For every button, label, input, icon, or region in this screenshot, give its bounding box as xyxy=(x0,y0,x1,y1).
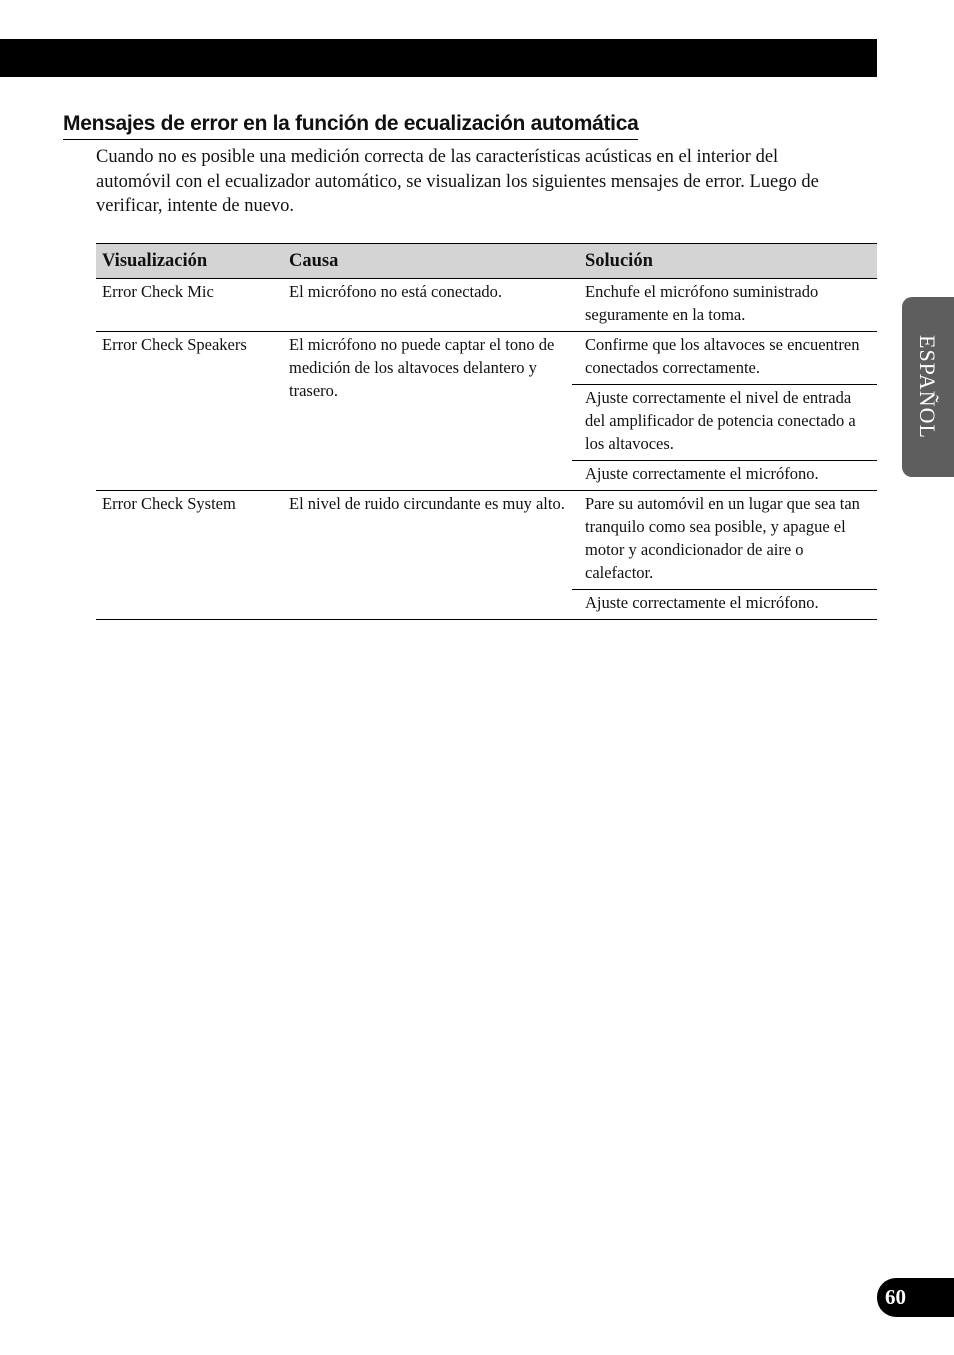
table-row xyxy=(96,332,877,385)
solution-cell: Ajuste correctamente el nivel de entrada del amplificador de potencia conectado a los altavoces. xyxy=(572,385,877,461)
cause-cell: El micrófono no puede captar el tono de medición de los altavoces delantero y trasero. xyxy=(283,332,572,491)
display-cell: Error Check System xyxy=(96,491,283,620)
cause-cell: El nivel de ruido circundante es muy alto. xyxy=(283,491,572,620)
header-visualizacion: Visualización xyxy=(96,244,283,279)
header-causa: Causa xyxy=(283,244,572,279)
display-cell: Error Check Mic xyxy=(96,279,283,332)
table-row xyxy=(96,491,877,590)
solution-cell: Pare su automóvil en un lugar que sea tan tranquilo como sea posible, y apague el motor y acondicionador de aire o calefactor. xyxy=(572,491,877,590)
error-messages-table xyxy=(96,243,877,620)
solution-cell: Enchufe el micrófono suministrado seguramente en la toma. xyxy=(572,279,877,332)
header-solucion: Solución xyxy=(572,244,877,279)
section-heading: Mensajes de error en la función de ecualización automática xyxy=(63,112,638,140)
table-header-row xyxy=(96,244,877,279)
display-cell: Error Check Speakers xyxy=(96,332,283,491)
page-number: 60 xyxy=(877,1278,954,1317)
solution-cell: Ajuste correctamente el micrófono. xyxy=(572,590,877,620)
solution-cell: Ajuste correctamente el micrófono. xyxy=(572,461,877,491)
language-label: ESPAÑOL xyxy=(915,335,940,439)
table-row xyxy=(96,279,877,332)
cause-cell: El micrófono no está conectado. xyxy=(283,279,572,332)
intro-paragraph: Cuando no es posible una medición correcta de las características acústicas en el interior del automóvil con el ecualizador automático, se visualizan los siguientes mensajes de error. Luego de verificar, intente de nuevo. xyxy=(96,147,819,216)
header-bar xyxy=(0,39,877,77)
solution-cell: Confirme que los altavoces se encuentren conectados correctamente. xyxy=(572,332,877,385)
